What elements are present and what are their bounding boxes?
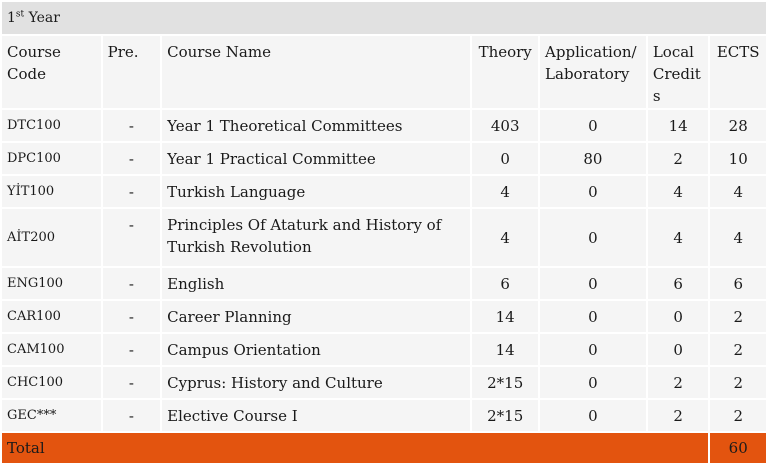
course-name-cell: Principles Of Ataturk and History of Turkish Revolution bbox=[162, 209, 470, 266]
theory-cell: 0 bbox=[472, 143, 538, 174]
table-row bbox=[2, 400, 766, 431]
course-name-cell: Career Planning bbox=[162, 301, 470, 332]
year-header-row bbox=[2, 2, 766, 34]
course-code-cell: DPC100 bbox=[2, 143, 101, 174]
course-name-cell: Cyprus: History and Culture bbox=[162, 367, 470, 398]
prerequisite-cell: - bbox=[103, 400, 161, 431]
header-application-laboratory: Application/ Laboratory bbox=[540, 36, 646, 108]
course-name-cell: English bbox=[162, 268, 470, 299]
year-label: 1st Year bbox=[2, 2, 766, 34]
application-cell: 80 bbox=[540, 143, 646, 174]
table-row bbox=[2, 367, 766, 398]
total-label: Total bbox=[2, 433, 708, 463]
header-theory: Theory bbox=[472, 36, 538, 108]
course-name-cell: Turkish Language bbox=[162, 176, 470, 207]
course-code-cell: DTC100 bbox=[2, 110, 101, 141]
application-cell: 0 bbox=[540, 301, 646, 332]
ects-cell: 2 bbox=[710, 367, 766, 398]
ects-cell: 10 bbox=[710, 143, 766, 174]
theory-cell: 2*15 bbox=[472, 367, 538, 398]
local-credits-cell: 0 bbox=[648, 301, 709, 332]
theory-cell: 4 bbox=[472, 209, 538, 266]
prerequisite-cell: - bbox=[103, 268, 161, 299]
ects-cell: 4 bbox=[710, 176, 766, 207]
header-local-credits: Local Credit s bbox=[648, 36, 709, 108]
prerequisite-cell: - bbox=[103, 143, 161, 174]
table-row bbox=[2, 143, 766, 174]
course-name-cell: Campus Orientation bbox=[162, 334, 470, 365]
course-code-cell: CHC100 bbox=[2, 367, 101, 398]
table-row bbox=[2, 268, 766, 299]
local-credits-cell: 2 bbox=[648, 143, 709, 174]
ects-cell: 2 bbox=[710, 301, 766, 332]
ects-cell: 6 bbox=[710, 268, 766, 299]
prerequisite-cell: - bbox=[103, 301, 161, 332]
ects-cell: 2 bbox=[710, 334, 766, 365]
prerequisite-cell: - bbox=[103, 176, 161, 207]
theory-cell: 403 bbox=[472, 110, 538, 141]
course-name-cell: Year 1 Practical Committee bbox=[162, 143, 470, 174]
column-header-row bbox=[2, 36, 766, 108]
local-credits-cell: 4 bbox=[648, 209, 709, 266]
ects-cell: 4 bbox=[710, 209, 766, 266]
total-row bbox=[2, 433, 766, 463]
course-name-cell: Elective Course I bbox=[162, 400, 470, 431]
theory-cell: 6 bbox=[472, 268, 538, 299]
theory-cell: 14 bbox=[472, 301, 538, 332]
theory-cell: 2*15 bbox=[472, 400, 538, 431]
local-credits-cell: 6 bbox=[648, 268, 709, 299]
table-row bbox=[2, 209, 766, 266]
application-cell: 0 bbox=[540, 367, 646, 398]
course-code-cell: CAR100 bbox=[2, 301, 101, 332]
prerequisite-cell: - bbox=[103, 209, 161, 266]
course-name-cell: Year 1 Theoretical Committees bbox=[162, 110, 470, 141]
local-credits-cell: 2 bbox=[648, 367, 709, 398]
prerequisite-cell: - bbox=[103, 110, 161, 141]
application-cell: 0 bbox=[540, 268, 646, 299]
table-row bbox=[2, 301, 766, 332]
ects-cell: 28 bbox=[710, 110, 766, 141]
course-code-cell: GEC*** bbox=[2, 400, 101, 431]
total-ects: 60 bbox=[710, 433, 766, 463]
application-cell: 0 bbox=[540, 209, 646, 266]
application-cell: 0 bbox=[540, 334, 646, 365]
header-ects: ECTS bbox=[710, 36, 766, 108]
application-cell: 0 bbox=[540, 176, 646, 207]
course-code-cell: CAM100 bbox=[2, 334, 101, 365]
local-credits-cell: 2 bbox=[648, 400, 709, 431]
prerequisite-cell: - bbox=[103, 334, 161, 365]
table-row bbox=[2, 110, 766, 141]
local-credits-cell: 4 bbox=[648, 176, 709, 207]
prerequisite-cell: - bbox=[103, 367, 161, 398]
header-prerequisite: Pre. bbox=[103, 36, 161, 108]
theory-cell: 4 bbox=[472, 176, 538, 207]
ects-cell: 2 bbox=[710, 400, 766, 431]
application-cell: 0 bbox=[540, 110, 646, 141]
application-cell: 0 bbox=[540, 400, 646, 431]
table-row bbox=[2, 176, 766, 207]
course-code-cell: AİT200 bbox=[2, 209, 101, 266]
course-code-cell: YİT100 bbox=[2, 176, 101, 207]
local-credits-cell: 0 bbox=[648, 334, 709, 365]
local-credits-cell: 14 bbox=[648, 110, 709, 141]
theory-cell: 14 bbox=[472, 334, 538, 365]
course-code-cell: ENG100 bbox=[2, 268, 101, 299]
header-course-code: Course Code bbox=[2, 36, 101, 108]
table-row bbox=[2, 334, 766, 365]
header-course-name: Course Name bbox=[162, 36, 470, 108]
